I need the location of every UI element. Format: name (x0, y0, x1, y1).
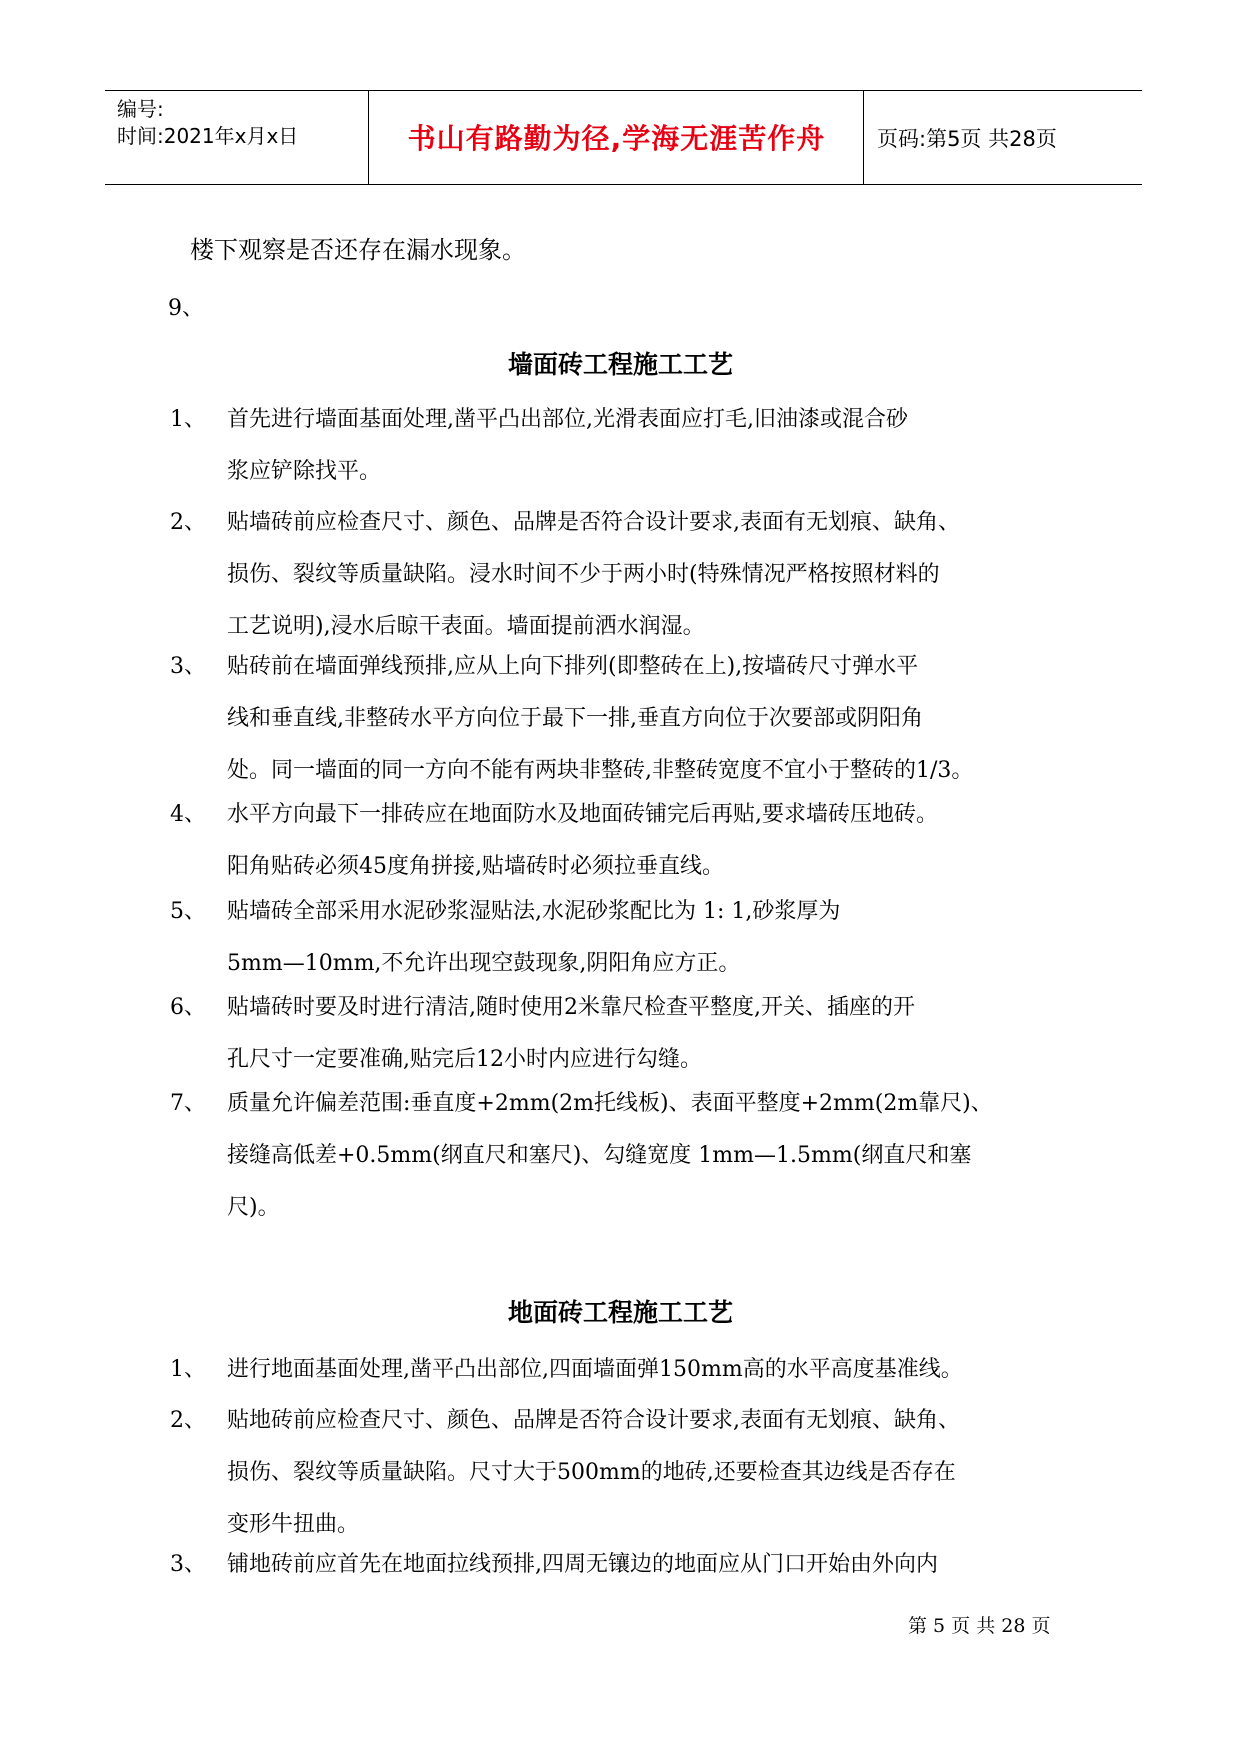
list-item-number: 6、 (170, 995, 206, 1020)
list-item-number: 2、 (170, 510, 206, 535)
page-header (105, 90, 1142, 185)
continuation-text: 楼下观察是否还存在漏水现象。 (190, 236, 526, 264)
list-item-text-line: 水平方向最下一排砖应在地面防水及地面砖铺完后再贴,要求墙砖压地砖。 (227, 802, 938, 827)
floor-tile-section-title: 地面砖工程施工工艺 (507, 1298, 733, 1327)
list-item-text-line: 5mm—10mm,不允许出现空鼓现象,阴阳角应方正。 (227, 951, 741, 976)
list-item-text-line: 进行地面基面处理,凿平凸出部位,四面墙面弹150mm高的水平高度基准线。 (227, 1357, 963, 1382)
item-9-number: 9、 (168, 296, 204, 321)
list-item-text-line: 接缝高低差+0.5mm(纲直尺和塞尺)、勾缝宽度 1mm—1.5mm(纲直尺和塞 (227, 1143, 972, 1168)
list-item-number: 1、 (170, 407, 206, 432)
wall-tile-section-title: 墙面砖工程施工工艺 (507, 350, 733, 379)
list-item-text-line: 孔尺寸一定要准确,贴完后12小时内应进行勾缝。 (227, 1047, 702, 1072)
list-item-text-line: 贴砖前在墙面弹线预排,应从上向下排列(即整砖在上),按墙砖尺寸弹水平 (227, 654, 919, 679)
list-item-text-line: 贴墙砖前应检查尺寸、颜色、品牌是否符合设计要求,表面有无划痕、缺角、 (227, 510, 960, 535)
list-item-number: 1、 (170, 1357, 206, 1382)
page-footer: 第 5 页 共 28 页 (908, 1615, 1051, 1637)
document-number-label: 编号: (117, 97, 164, 121)
list-item-text-line: 损伤、裂纹等质量缺陷。尺寸大于500mm的地砖,还要检查其边线是否存在 (227, 1460, 956, 1485)
list-item-text-line: 工艺说明),浸水后晾干表面。墙面提前洒水润湿。 (227, 614, 705, 639)
list-item-text-line: 线和垂直线,非整砖水平方向位于最下一排,垂直方向位于次要部或阴阳角 (227, 706, 923, 731)
list-item-text-line: 铺地砖前应首先在地面拉线预排,四周无镶边的地面应从门口开始由外向内 (227, 1552, 938, 1577)
list-item-text-line: 损伤、裂纹等质量缺陷。浸水时间不少于两小时(特殊情况严格按照材料的 (227, 562, 940, 587)
list-item-text-line: 变形牛扭曲。 (227, 1512, 360, 1537)
list-item-number: 5、 (170, 899, 206, 924)
header-info-cell (105, 91, 369, 184)
list-item-text-line: 阳角贴砖必须45度角拼接,贴墙砖时必须拉垂直线。 (227, 854, 724, 879)
list-item-number: 3、 (170, 654, 206, 679)
header-motto: 书山有路勤为径,学海无涯苦作舟 (407, 122, 826, 155)
list-item-number: 3、 (170, 1552, 206, 1577)
list-item-text-line: 浆应铲除找平。 (227, 459, 382, 484)
document-time-label: 时间:2021年x月x日 (117, 124, 299, 148)
list-item-number: 2、 (170, 1408, 206, 1433)
list-item-text-line: 贴墙砖全部采用水泥砂浆湿贴法,水泥砂浆配比为 1: 1,砂浆厚为 (227, 899, 841, 924)
header-page-cell (865, 91, 1142, 184)
list-item-text-line: 贴墙砖时要及时进行清洁,随时使用2米靠尺检查平整度,开关、插座的开 (227, 995, 915, 1020)
list-item-text-line: 贴地砖前应检查尺寸、颜色、品牌是否符合设计要求,表面有无划痕、缺角、 (227, 1408, 960, 1433)
list-item-number: 4、 (170, 802, 206, 827)
header-page-code: 页码:第5页 共28页 (877, 127, 1057, 151)
list-item-text-line: 处。同一墙面的同一方向不能有两块非整砖,非整砖宽度不宜小于整砖的1/3。 (227, 758, 974, 783)
list-item-text-line: 尺)。 (227, 1195, 280, 1220)
list-item-text-line: 首先进行墙面基面处理,凿平凸出部位,光滑表面应打毛,旧油漆或混合砂 (227, 407, 908, 432)
list-item-text-line: 质量允许偏差范围:垂直度+2mm(2m托线板)、表面平整度+2mm(2m靠尺)、 (227, 1091, 993, 1116)
header-motto-cell (370, 91, 864, 184)
list-item-number: 7、 (170, 1091, 206, 1116)
